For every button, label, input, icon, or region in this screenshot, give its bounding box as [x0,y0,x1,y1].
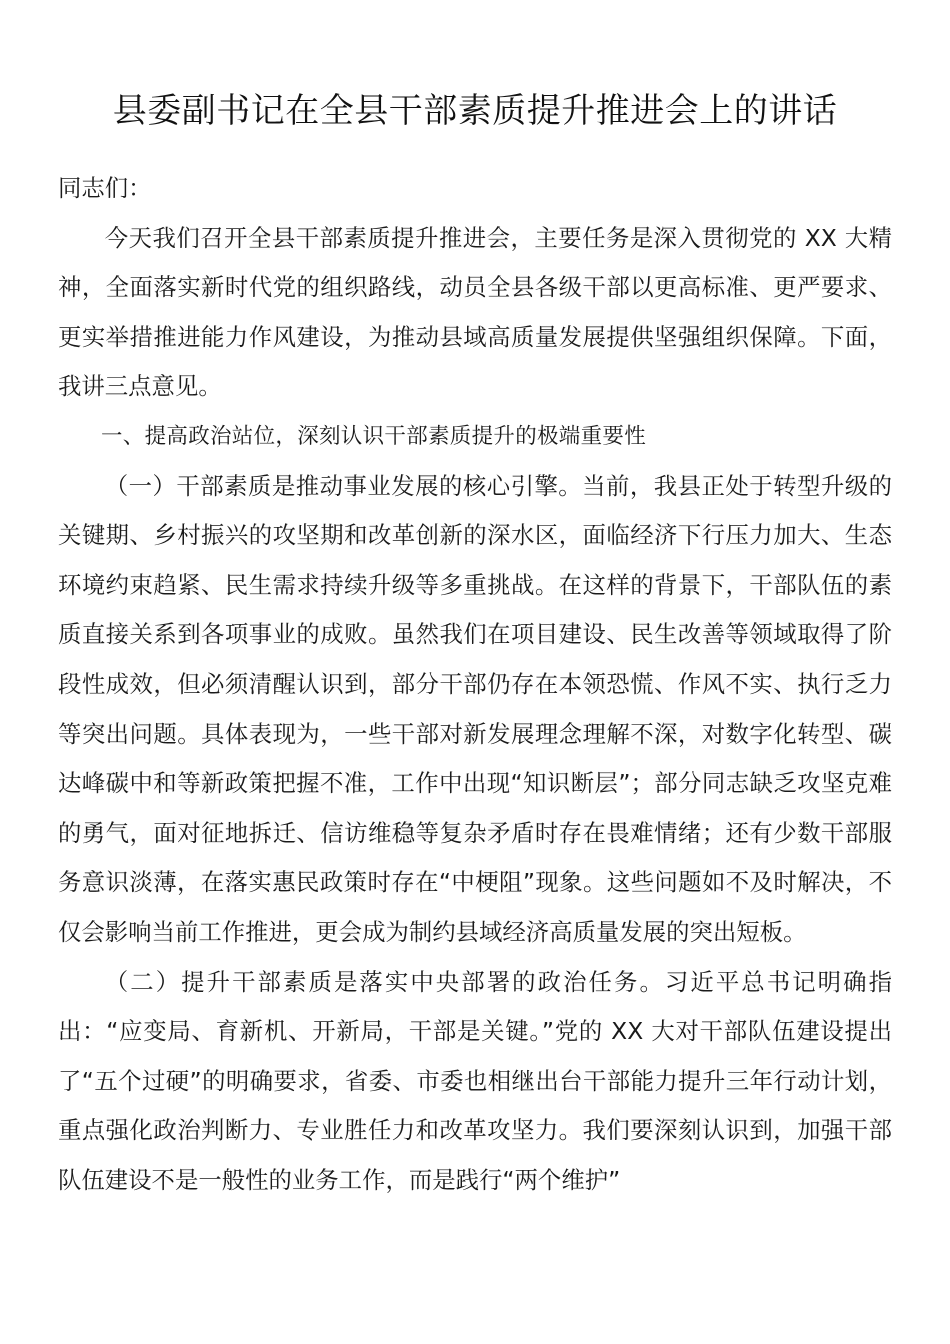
section-heading: 一、提高政治站位，深刻认识干部素质提升的极端重要性 [101,423,647,449]
section-paragraph-2: （二）提升干部素质是落实中央部署的政治任务。习近平总书记明确指出：“应变局、育新机、开新局，干部是关键。”党的 XX 大对干部队伍建设提出了“五个过硬”的明确要求，省委、市委也相继出台干部能力提升三年行动计划，重点强化政治判断力、专业胜任力和改革攻坚力。我们要深刻认识到，加强干部队伍建设不是一般性的业务工作，而是践行“两个维护” [58,967,892,1194]
document-title: 县委副书记在全县干部素质提升推进会上的讲话 [112,90,838,131]
section-paragraph-1: （一）干部素质是推动事业发展的核心引擎。当前，我县正处于转型升级的关键期、乡村振兴的攻坚期和改革创新的深水区，面临经济下行压力加大、生态环境约束趋紧、民生需求持续升级等多重挑战。在这样的背景下，干部队伍的素质直接关系到各项事业的成败。虽然我们在项目建设、民生改善等领域取得了阶段性成效，但必须清醒认识到，部分干部仍存在本领恐慌、作风不实、执行乏力等突出问题。具体表现为，一些干部对新发展理念理解不深，对数字化转型、碳达峰碳中和等新政策把握不准，工作中出现“知识断层”；部分同志缺乏攻坚克难的勇气，面对征地拆迁、信访维稳等复杂矛盾时存在畏难情绪；还有少数干部服务意识淡薄，在落实惠民政策时存在“中梗阻”现象。这些问题如不及时解决，不仅会影响当前工作推进，更会成为制约县域经济高质量发展的突出短板。 [58,471,892,946]
document-body [58,164,892,1205]
salutation: 同志们： [58,174,152,202]
intro-paragraph: 今天我们召开全县干部素质提升推进会，主要任务是深入贯彻党的 XX 大精神，全面落实新时代党的组织路线，动员全县各级干部以更高标准、更严要求、更实举措推进能力作风建设，为推动县域高质量发展提供坚强组织保障。下面，我讲三点意见。 [58,223,892,401]
